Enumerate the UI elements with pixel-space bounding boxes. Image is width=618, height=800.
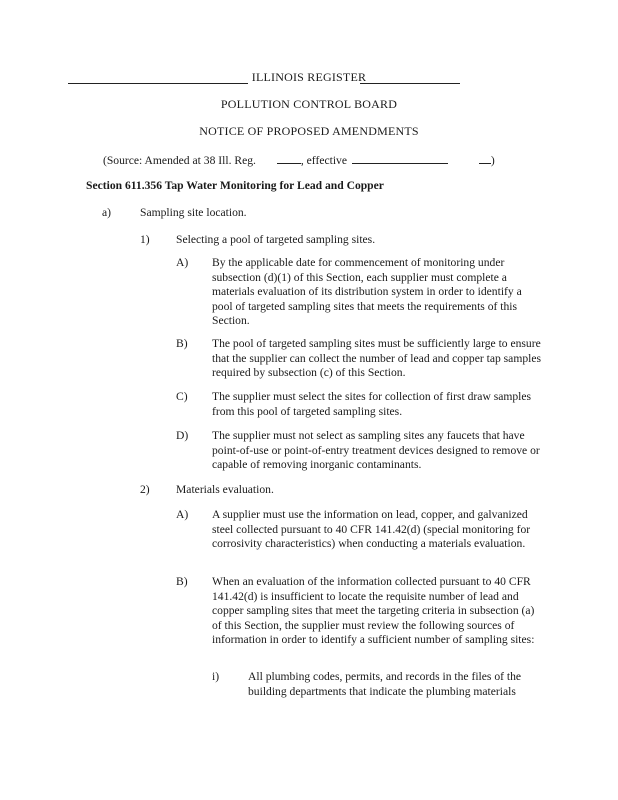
section-heading: Section 611.356 Tap Water Monitoring for Lead and Copper <box>86 179 384 192</box>
item-1-text: Selecting a pool of targeted sampling sites. <box>176 233 376 246</box>
subsection-a-text: Sampling site location. <box>140 206 247 219</box>
source-effective: , effective <box>300 154 347 167</box>
item-1-A-label: A) <box>176 256 189 269</box>
source-effective-blank <box>352 152 448 164</box>
item-1-D-label: D) <box>176 429 189 442</box>
item-1-D-text: The supplier must not select as sampling sites any faucets that have point-of-use or point-of-entry treatment devices designed to remove or capable of removing inorganic contaminants. <box>212 429 540 471</box>
source-end-blank <box>479 152 491 164</box>
item-2-text: Materials evaluation. <box>176 483 274 496</box>
item-1-B-text: The pool of targeted sampling sites must be sufficiently large to ensure that the supplier can collect the number of lead and copper tap samples required by subsection (c) of this Section. <box>212 337 542 379</box>
item-1-B-label: B) <box>176 337 188 350</box>
item-2-i-text: All plumbing codes, permits, and records in the files of the building departments that indicate the plumbing materials <box>248 670 522 698</box>
item-2-B-label: B) <box>176 575 188 588</box>
item-1-C-text: The supplier must select the sites for collection of first draw samples from this pool of targeted sampling sites. <box>212 390 532 418</box>
source-reg-blank <box>277 152 301 164</box>
source-line <box>103 152 533 169</box>
item-2-A-label: A) <box>176 508 189 521</box>
item-2-B-text: When an evaluation of the information collected pursuant to 40 CFR 141.42(d) is insufficient to locate the requisite number of lead and copper sampling sites that meet the targeting criteria in subsection (a) of this Section, the supplier must review the following sources of information in order to identify a sufficient number of sampling sites: <box>212 575 535 646</box>
source-suffix: ) <box>490 154 495 167</box>
source-prefix: (Source: Amended at 38 Ill. Reg. <box>103 154 256 167</box>
item-2-A-text: A supplier must use the information on lead, copper, and galvanized steel collected pursuant to 40 CFR 141.42(d) (special monitoring for corrosivity characteristics) when conducting a materials evaluation. <box>212 508 531 550</box>
notice-title: NOTICE OF PROPOSED AMENDMENTS <box>199 124 419 138</box>
board-name: POLLUTION CONTROL BOARD <box>220 97 398 111</box>
item-1-A-text: By the applicable date for commencement of monitoring under subsection (d)(1) of this Section, each supplier must complete a materials evaluation of its distribution system in order to identify a pool of targeted sampling sites that meets the requirements of this Section. <box>212 256 522 327</box>
register-title: ILLINOIS REGISTER <box>251 70 367 84</box>
item-1-C-label: C) <box>176 390 188 403</box>
subsection-a-label: a) <box>102 206 112 219</box>
item-2-i-label: i) <box>212 670 220 683</box>
item-2-label: 2) <box>140 483 150 496</box>
item-1-label: 1) <box>140 233 150 246</box>
